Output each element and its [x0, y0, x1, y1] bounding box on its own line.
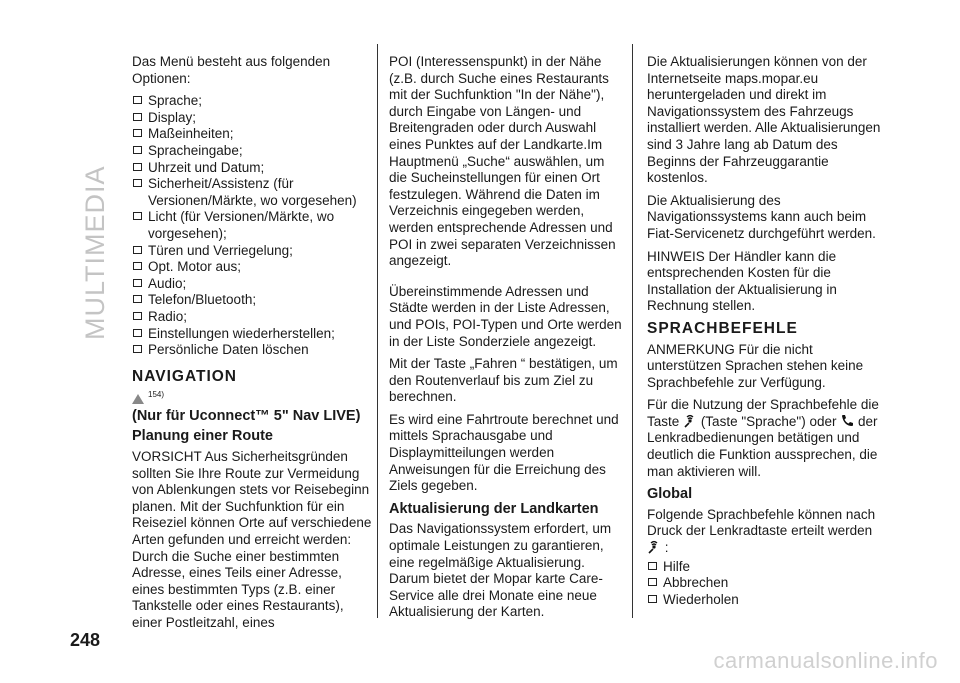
column-3 — [647, 54, 882, 608]
unsupported-languages-note: ANMERKUNG Für die nicht unterstützen Sprachen stehen keine Sprachbefehle zur Verfügung. — [647, 341, 864, 390]
page-number: 248 — [70, 630, 101, 650]
bullet-square-icon — [648, 578, 657, 586]
list-item-text: Türen und Verriegelung; — [148, 242, 293, 258]
poi-paragraph: POI (Interessenspunkt) in der Nähe (z.B. durch Suche eines Restaurants mit der Suchfunktion "In der Nähe"), durch Eingabe von Längen- und Breitengraden oder durch Auswahl eines Punktes auf der Landkarte.Im Hauptmenü „Suche“ auswählen, um die Sucheinstellungen für einen Ort festzulegen. Während die Daten im Verzeichnis eingegeben werden, werden entsprechende Adressen und POI in zwei separaten Verzeichnissen angezeigt. — [389, 54, 616, 269]
list-item-text: Telefon/Bluetooth; — [148, 292, 257, 308]
bullet-square-icon — [133, 262, 142, 270]
options-list — [132, 93, 372, 359]
column-divider-2 — [632, 44, 633, 618]
list-item-text: Licht (für Versionen/Märkte, wo vorgesehen); — [148, 209, 335, 241]
global-commands-paragraph — [647, 507, 882, 557]
list-item — [132, 143, 372, 160]
column-divider-1 — [377, 44, 378, 618]
chapter-label-text: MULTIMEDIA — [80, 165, 110, 340]
watermark: carmanualsonline.info — [713, 648, 938, 673]
list-item-text: Sprache; — [148, 93, 203, 109]
bullet-square-icon — [133, 163, 142, 171]
warning-triangle-icon — [132, 394, 144, 404]
list-item — [132, 110, 372, 127]
bullet-square-icon — [133, 312, 142, 320]
list-item-text: Sicherheit/Assistenz (für Versionen/Märkte, wo vorgesehen) — [148, 176, 357, 208]
list-item — [132, 342, 372, 359]
bullet-square-icon — [133, 129, 142, 137]
list-item-text: Wiederholen — [663, 591, 739, 607]
warning-reference — [132, 387, 372, 404]
bullet-square-icon — [133, 113, 142, 121]
list-item — [132, 326, 372, 343]
section-title-navigation: NAVIGATION — [132, 367, 238, 385]
bullet-square-icon — [133, 212, 142, 220]
list-item — [132, 259, 372, 276]
voice-button-icon — [683, 414, 697, 428]
subheading-route-planning: Planung einer Route — [132, 428, 273, 445]
section-title-voice-commands: SPRACHBEFEHLE — [647, 319, 798, 337]
list-item-text: Audio; — [148, 275, 187, 291]
list-item — [132, 243, 372, 260]
global-commands-colon: : — [664, 540, 669, 556]
voice-button-icon-2 — [647, 540, 661, 554]
bullet-square-icon — [133, 96, 142, 104]
list-item-text: Einstellungen wiederherstellen; — [148, 325, 335, 341]
route-calculation-paragraph: Es wird eine Fahrtroute berechnet und mittels Sprachausgabe und Displaymitteilungen werden Anweisungen für die Erreichung des Ziels gegeben. — [389, 411, 619, 494]
drive-button-paragraph: Mit der Taste „Fahren “ bestätigen, um den Routenverlauf bis zum Ziel zu berechnen. — [389, 356, 618, 405]
list-item-text: Spracheingabe; — [148, 142, 243, 158]
voice-usage-text-c: der Lenkradbedienungen betätigen und deutlich die Funktion aussprechen, die man aktivieren will. — [647, 413, 878, 479]
bullet-square-icon — [133, 345, 142, 353]
list-item — [647, 575, 882, 592]
list-item — [132, 93, 372, 110]
warning-ref-number: 154) — [148, 390, 165, 400]
list-item — [647, 559, 882, 576]
voice-usage-text-b: (Taste "Sprache") oder — [700, 413, 837, 429]
column-2 — [389, 54, 625, 627]
phone-button-icon — [840, 414, 854, 428]
global-commands-text: Folgende Sprachbefehle können nach Druck der Lenkradtaste erteilt werden — [647, 506, 876, 539]
list-item-text: Radio; — [148, 308, 188, 324]
bullet-square-icon — [648, 595, 657, 603]
list-item-text: Uhrzeit und Datum; — [148, 159, 265, 175]
list-item-text: Persönliche Daten löschen — [148, 342, 309, 358]
list-item — [132, 276, 372, 293]
list-item — [647, 592, 882, 609]
list-item-text: Display; — [148, 109, 197, 125]
list-item — [132, 160, 372, 177]
service-network-paragraph: Die Aktualisierung des Navigationssystems kann auch beim Fiat-Servicenetz durchgeführt werden. — [647, 192, 876, 241]
list-item-text: Abbrechen — [663, 575, 729, 591]
body-route-planning: VORSICHT Aus Sicherheitsgründen sollten Sie Ihre Route zur Vermeidung von Ablenkungen stets vor Reisebeginn planen. Mit der Suchfunktion für ein Reiseziel können Orte auf verschiedene Arten gefunden und erreicht werden: Durch die Suche einer bestimmten Adresse, eines Teils einer Adresse, eines bestimmten Typs (z.B. einer Tankstelle oder eines Restaurants), einer Postleitzahl, eines — [132, 449, 372, 630]
voice-usage-text-a: Für die Nutzung der Sprachbefehle die Taste — [647, 397, 879, 429]
bullet-square-icon — [133, 295, 142, 303]
list-item — [132, 126, 372, 143]
map-update-paragraph: Das Navigationssystem erfordert, um optimale Leistungen zu garantieren, eine regelmäßige Aktualisierung. Darum bietet der Mopar karte Care-Service alle drei Monate eine neue Aktualisierung der Karten. — [389, 521, 612, 620]
subheading-version: (Nur für Uconnect™ 5" Nav LIVE) — [132, 407, 361, 424]
bullet-square-icon — [133, 246, 142, 254]
list-item — [132, 209, 372, 242]
matching-addresses-paragraph: Übereinstimmende Adressen und Städte werden in der Liste Adressen, und POIs, POI-Typen und Orte werden in der Liste Sonderziele angezeigt. — [389, 283, 622, 349]
column-1 — [132, 54, 372, 638]
bullet-square-icon — [133, 179, 142, 187]
bullet-square-icon — [648, 562, 657, 570]
dealer-note-paragraph: HINWEIS Der Händler kann die entsprechenden Kosten für die Installation der Aktualisierung in Rechnung stellen. — [647, 248, 837, 314]
bullet-square-icon — [133, 279, 142, 287]
list-item-text: Hilfe — [663, 558, 691, 574]
list-item — [132, 309, 372, 326]
subheading-global: Global — [647, 486, 693, 503]
list-item — [132, 292, 372, 309]
list-item-text: Maßeinheiten; — [148, 126, 234, 142]
voice-usage-paragraph — [647, 397, 882, 480]
list-item-text: Opt. Motor aus; — [148, 259, 242, 275]
list-item — [132, 176, 372, 209]
updates-download-paragraph: Die Aktualisierungen können von der Internetseite maps.mopar.eu heruntergeladen und direkt im Navigationssystem des Fahrzeugs installiert werden. Alle Aktualisierungen sind 3 Jahre lang ab Datum des Beginns der Fahrzeuggarantie kostenlos. — [647, 54, 881, 186]
bullet-square-icon — [133, 329, 142, 337]
intro-text: Das Menü besteht aus folgenden Optionen: — [132, 54, 331, 86]
subheading-map-update: Aktualisierung der Landkarten — [389, 500, 599, 517]
chapter-side-label — [80, 165, 110, 350]
global-commands-list — [647, 559, 882, 609]
bullet-square-icon — [133, 146, 142, 154]
